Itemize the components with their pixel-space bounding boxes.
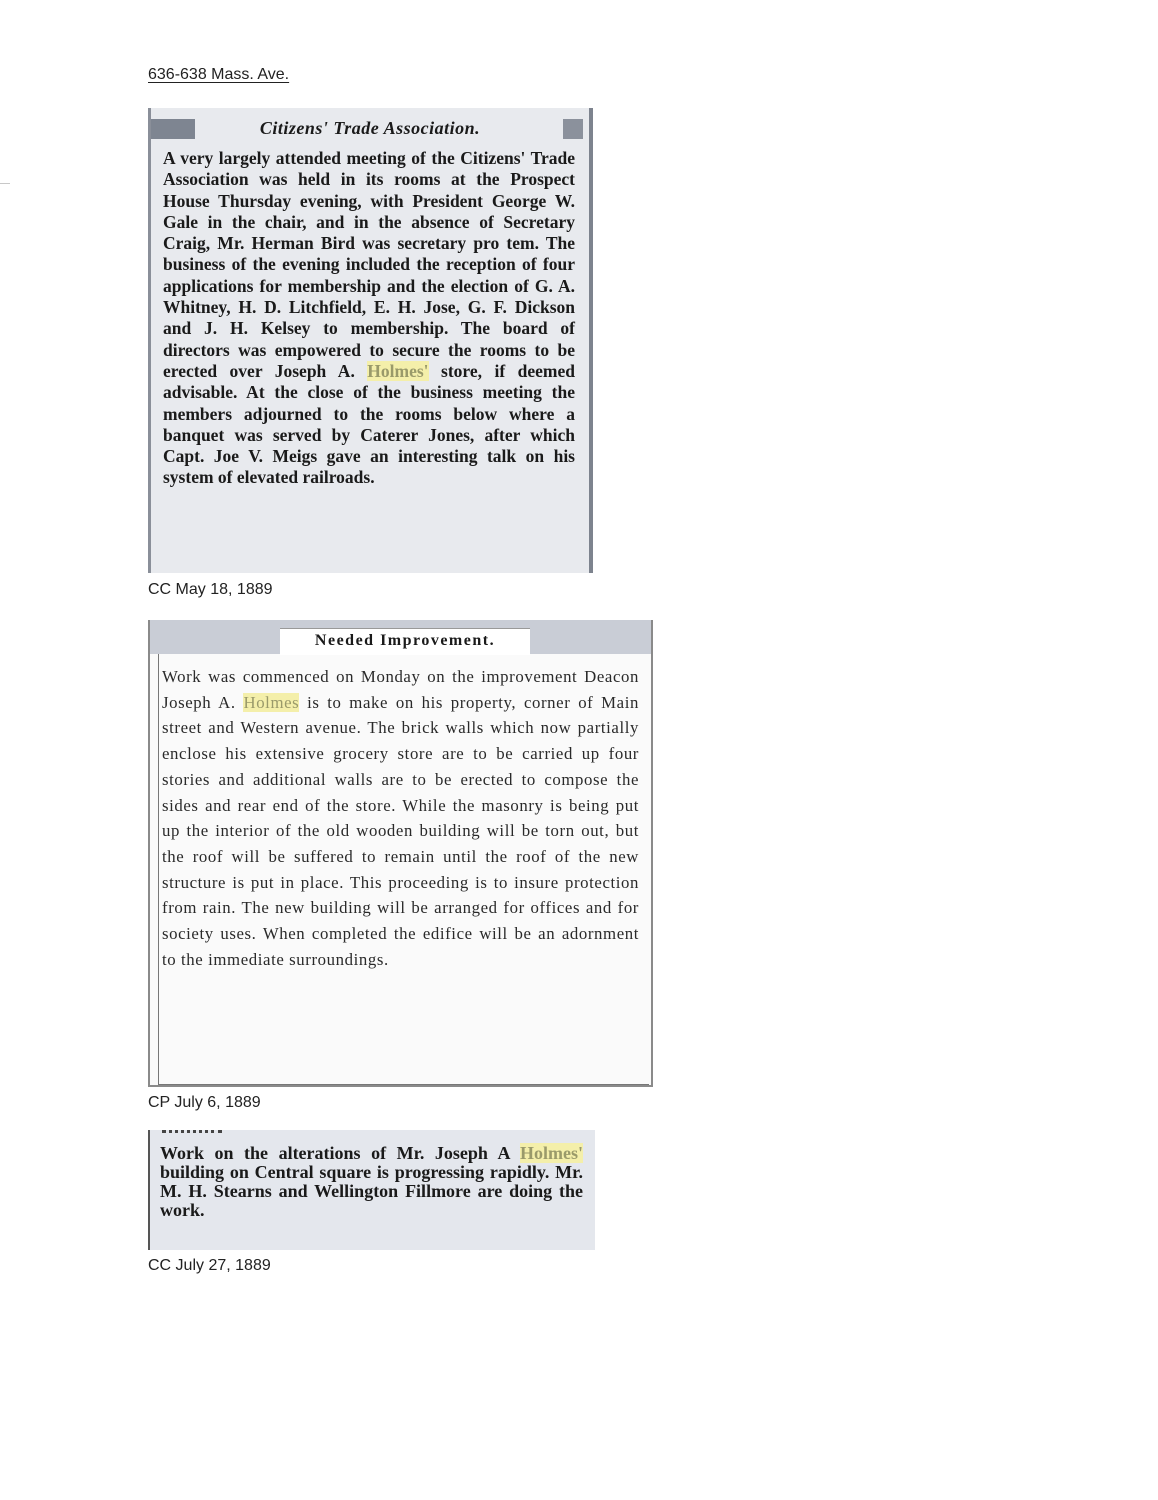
clipping-body xyxy=(160,1144,583,1220)
clipping-text: building on Central square is progressing rapidly. Mr. M. H. Stearns and Wellington Fillmore are doing the work. xyxy=(160,1162,583,1220)
clipping-caption: CC May 18, 1889 xyxy=(148,581,273,598)
clipping-caption: CP July 6, 1889 xyxy=(148,1094,261,1111)
highlighted-name: Holmes' xyxy=(520,1143,583,1163)
clipping-fragment-mark xyxy=(162,1130,222,1139)
page-heading: 636-638 Mass. Ave. xyxy=(148,66,290,83)
clipping-title: Needed Improvement. xyxy=(314,632,496,649)
clipping-body xyxy=(162,664,639,972)
clipping-caption: CC July 27, 1889 xyxy=(148,1257,271,1274)
clipping-text: A very largely attended meeting of the Citizens' Trade Association was held in its rooms at the Prospect House Thursday evening, with President George W. Gale in the chair, and in the absence of Secretary Craig, Mr. Herman Bird was secretary pro tem. The business of the evening included the reception of four applications for membership and the election of G. A. Whitney, H. D. Litchfield, E. H. Jose, G. F. Dickson and J. H. Kelsey to membership. The board of directors was empowered to secure the rooms to be erected over Joseph A. xyxy=(163,148,575,381)
highlighted-name: Holmes xyxy=(243,692,300,712)
clipping-text: Work was commenced on Monday on the improvement Deacon Joseph A. xyxy=(162,667,639,712)
newspaper-clipping-citizens-trade-association xyxy=(148,108,593,573)
clipping-body xyxy=(163,148,575,489)
highlighted-name: Holmes' xyxy=(367,360,429,381)
newspaper-clipping-alterations xyxy=(148,1130,595,1250)
clipping-text: store, if deemed advisable. At the close of the business meeting the members adjourned to the rooms below where a banquet was served by Caterer Jones, after which Capt. Joe V. Meigs gave an interesting talk on his system of elevated railroads. xyxy=(163,360,575,488)
clipping-title: Citizens' Trade Association. xyxy=(259,118,481,138)
newspaper-clipping-needed-improvement xyxy=(148,620,653,1087)
clipping-text: is to make on his property, corner of Main street and Western avenue. The brick walls which now partially enclose his extensive grocery store are to be carried up four stories and additional walls are to be erected to compose the sides and rear end of the store. While the masonry is being put up the interior of the old wooden building will be torn out, but the roof will be suffered to remain until the roof of the new structure is put in place. This proceeding is to insure protection from rain. The new building will be arranged for offices and for society uses. When completed the edifice will be an adornment to the immediate surroundings. xyxy=(162,692,639,969)
clipping-text: Work on the alterations of Mr. Joseph A xyxy=(160,1143,520,1163)
scan-edge-mark xyxy=(0,183,10,184)
